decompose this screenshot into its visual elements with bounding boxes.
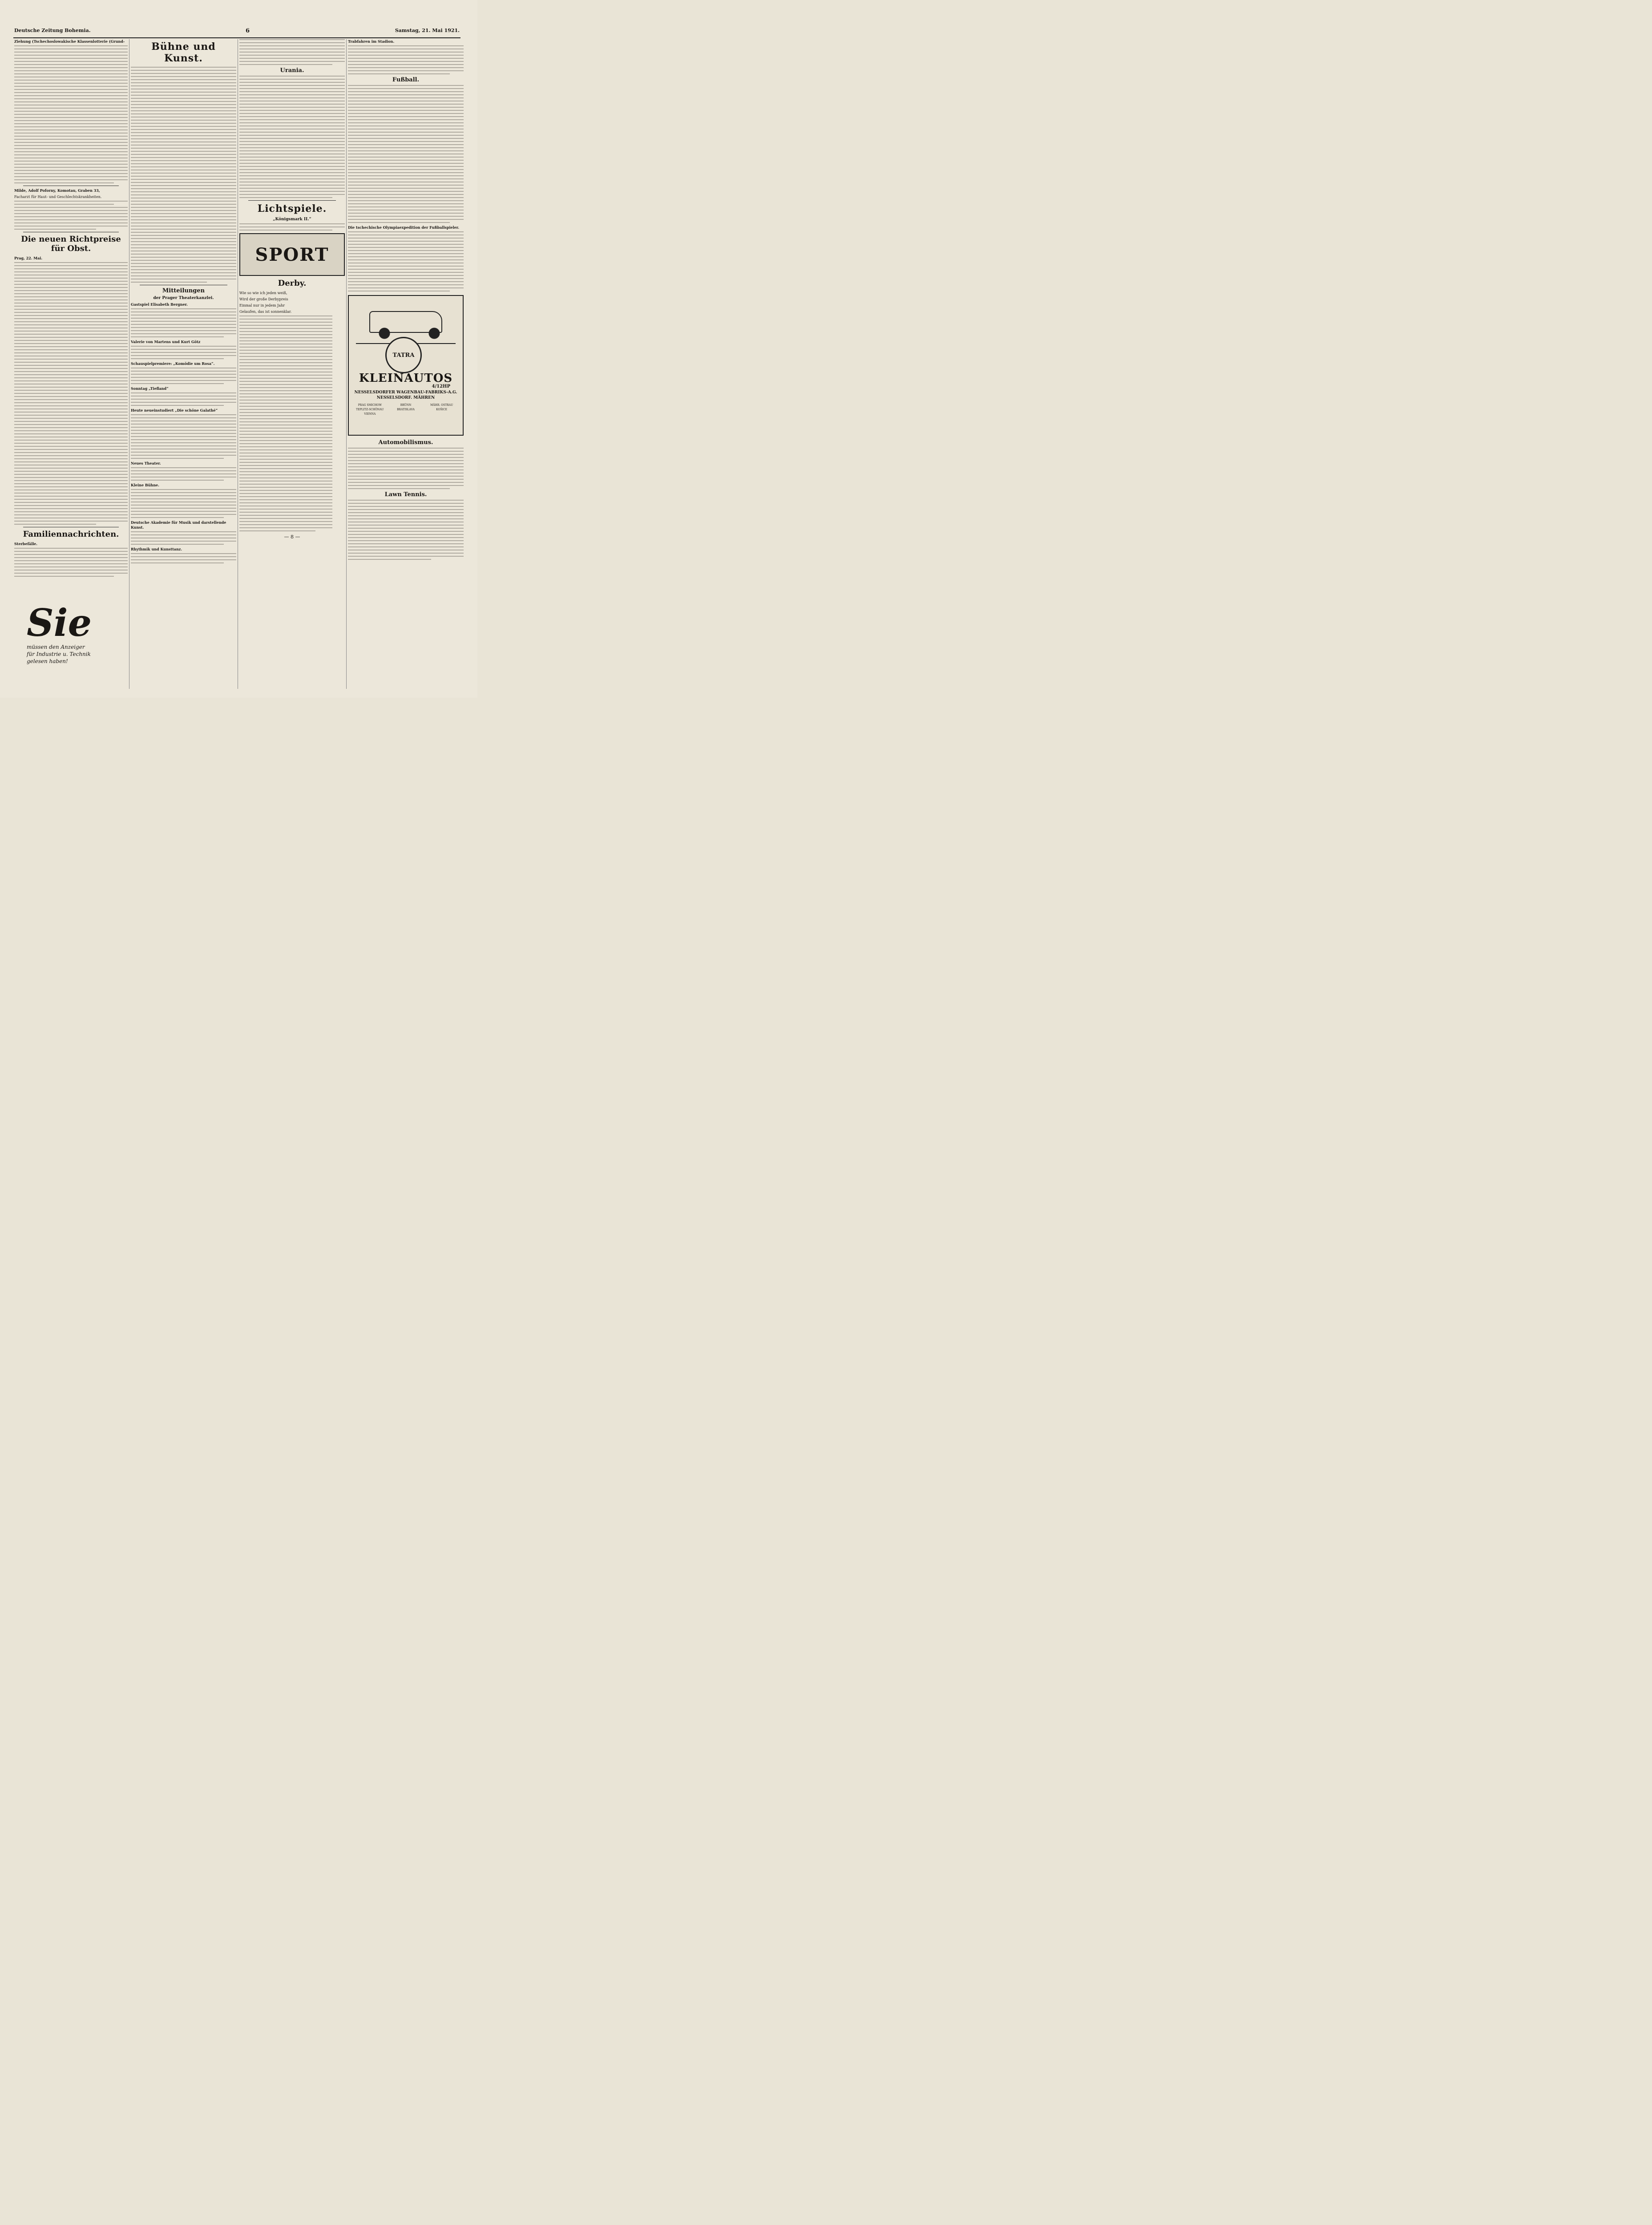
urania-heading: Urania.: [280, 67, 304, 74]
issue-date: Samstag, 21. Mai 1921.: [395, 28, 460, 33]
derby-poem-text: [239, 316, 345, 531]
column-3: [239, 39, 345, 689]
sport-banner-text: SPORT: [255, 244, 329, 265]
obst-lead: Prag, 22. Mai.: [14, 256, 43, 260]
notice-heading: Rhythmik und Kunsttanz.: [131, 547, 182, 551]
doctor-notice-line: Facharzt für Haut- und Geschlechtskrankheiten.: [14, 195, 102, 199]
page-folio: — 8 —: [284, 534, 300, 540]
derby-poem-line: Einmal nur in jedem Jahr: [239, 303, 285, 307]
derby-poem-line: Wie so wie ich jeden weiß,: [239, 291, 287, 295]
ad-horsepower: 4/12HP: [432, 384, 450, 389]
fussball-heading: Fußball.: [392, 77, 420, 83]
lawn-tennis-heading: Lawn Tennis.: [384, 491, 427, 498]
derby-poem-line: Wird der große Derbypreis: [239, 297, 288, 301]
column-4: [348, 39, 464, 689]
doctor-notice-heading: Milde, Adolf Poforny, Komotau, Graben 33,: [14, 188, 100, 193]
kleinautos-advertisement: [348, 295, 464, 436]
lichtspiele-title: Lichtspiele.: [257, 203, 327, 214]
ad-branch: BRATISLAVA: [397, 408, 415, 411]
notice-heading: Deutsche Akademie für Musik und darstellende Kunst.: [131, 520, 226, 530]
masthead: [14, 28, 460, 36]
column-divider: [346, 39, 347, 689]
column-1: [14, 39, 128, 689]
prager-theater-title: Mitteilungen: [162, 287, 205, 294]
ad-branch-list: [353, 404, 458, 416]
lottery-text: [14, 45, 128, 183]
header-rule: [13, 37, 460, 38]
obst-article-text: [14, 262, 128, 525]
automobil-heading: Automobilismus.: [378, 439, 433, 446]
anzeiger-advertisement: [27, 603, 120, 676]
notice-heading: Kleine Bühne.: [131, 483, 159, 487]
lottery-heading: Ziehung (Tschechoslowakische Klassenlotterie (Grund-: [14, 39, 125, 44]
page-number: 6: [246, 28, 250, 34]
notice-heading: Schauspielpremiere: „Komödie um Rosa“.: [131, 361, 215, 366]
notice-heading: Neues Theater.: [131, 461, 161, 465]
ad-branch: BRÜNN: [400, 404, 412, 407]
ad-company: NESSELSDORFER WAGENBAU-FABRIKS-A.G.: [354, 390, 457, 395]
ad-brand: KLEINAUTOS: [359, 372, 453, 385]
sport-banner: [239, 233, 345, 276]
notice-heading: Sonntag „Tiefland“: [131, 386, 169, 391]
derby-poem-line: Gelaufen, das ist sonnenklar.: [239, 310, 292, 314]
tatra-logo: TATRA: [385, 337, 422, 373]
ad-sie-line: für Industrie u. Technik: [27, 651, 91, 657]
lichtspiele-subtitle: „Königsmark II.“: [273, 217, 311, 222]
section-title-buehne: Bühne und Kunst.: [151, 41, 216, 64]
ad-sie-headline: Sie: [27, 601, 92, 645]
ad-sie-line: gelesen haben!: [27, 658, 68, 664]
trabrennen-heading: Trabfahren im Stadion.: [348, 39, 395, 44]
column-2: [131, 39, 236, 689]
obst-prices-title: Die neuen Richtpreise für Obst.: [21, 235, 121, 253]
deaths-label: Sterbefälle.: [14, 542, 38, 546]
paper-name: Deutsche Zeitung Bohemia.: [14, 28, 91, 33]
newspaper-page: [0, 0, 477, 698]
ad-branch: KOŠICE: [436, 408, 447, 411]
ad-branch: MÄHR. OSTRAU: [430, 404, 453, 407]
notice-heading: Heute neueinstudiert „Die schöne Galathé“: [131, 408, 218, 413]
olympia-heading: Die tschechische Olympiaexpedition der Fußballspieler.: [348, 225, 459, 230]
derby-title: Derby.: [278, 279, 307, 288]
ad-sie-line: müssen den Anzeiger: [27, 644, 85, 650]
notice-heading: Gastspiel Elisabeth Bergner.: [131, 302, 188, 307]
notice-heading: Valerie von Martens und Kurt Götz: [131, 340, 201, 344]
ad-branch: VIENNA: [364, 413, 376, 416]
ad-branch: PRAG SMICHOW: [358, 404, 382, 407]
family-news-title: Familiennachrichten.: [23, 530, 119, 539]
prager-theater-subtitle: der Prager Theaterkanzlei.: [153, 296, 214, 300]
ad-city: NESSELSDORF. MÄHREN: [376, 396, 435, 400]
ad-branch: TEPLITZ-SCHÖNAU: [356, 408, 384, 411]
